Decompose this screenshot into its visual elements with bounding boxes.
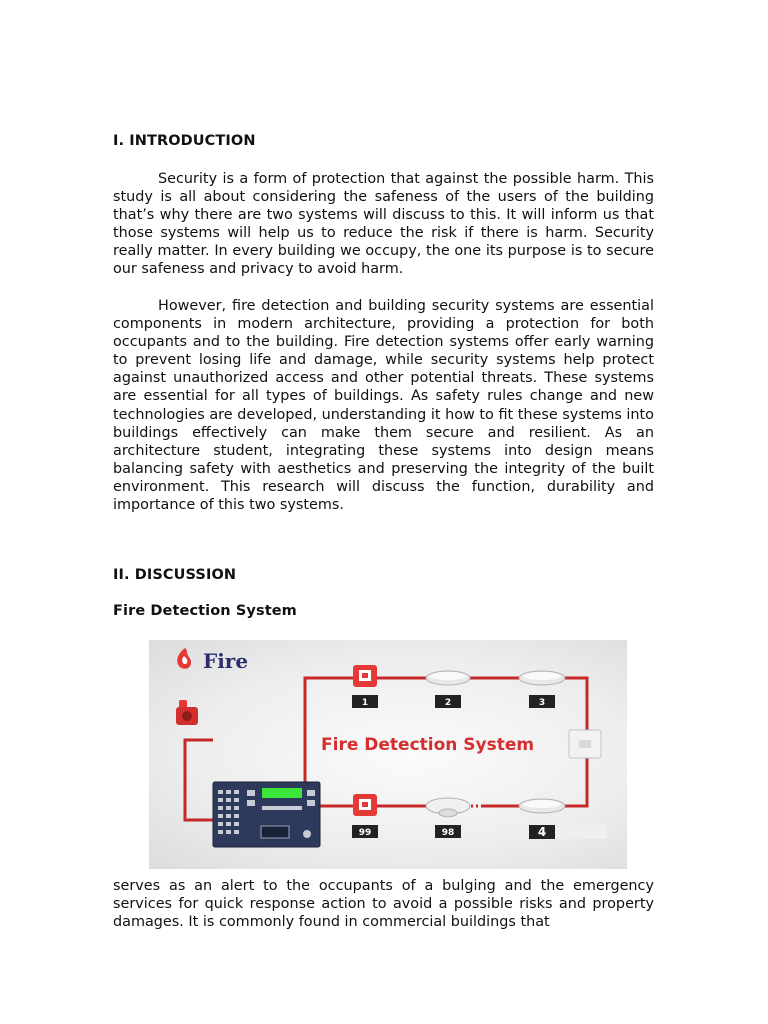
smoke-detector-3-icon [519,671,565,685]
smoke-detector-2-icon [426,671,470,685]
discussion-paragraph: serves as an alert to the occupants of a bulging and the emergency services for quick response action to avoid a possible risks and property damages. It is commonly found in commercial buildings that [113,878,654,931]
device-label-3: 3 [538,698,546,708]
smoke-detector-4-icon [519,799,565,813]
manual-call-point-99-icon [353,794,377,816]
device-label-99: 99 [358,828,372,838]
fire-logo [177,648,248,673]
wall-sounder-icon [569,730,601,758]
introduction-heading: I. INTRODUCTION [113,133,256,149]
device-label-1: 1 [361,698,369,708]
device-label-2: 2 [444,698,452,708]
diagram-svg [149,640,627,869]
logo-text: Fire [203,649,249,673]
alarm-beacon-icon [176,700,198,725]
heat-detector-98-icon [426,798,470,817]
introduction-paragraph-2: However, fire detection and building security systems are essential components in modern architecture, providing a protection for both occupants and to the building. Fire detection systems offer early warning to prevent losing life and damage, while security systems help protect against unauthorized access and other potential threats. These systems are essential for all types of buildings. As safety rules change and new technologies are developed, understanding it how to fit these systems into buildings effectively can make them secure and resilient. As an architecture student, integrating these systems into design means balancing safety with aesthetics and preserving the integrity of the built environment. This research will discuss the function, durability and importance of this two systems. [113,298,654,514]
introduction-paragraph-1: Security is a form of protection that against the possible harm. This study is all about considering the safeness of the users of the building that’s why there are two systems will discuss to this. It will inform us that those systems will help us to reduce the risk if there is harm. Security really matter. In every building we occupy, the one its purpose is to secure our safeness and privacy to avoid harm. [113,171,654,278]
device-label-98: 98 [441,828,455,838]
discussion-heading: II. DISCUSSION [113,567,237,583]
device-label-4: 4 [537,825,547,839]
fire-detection-diagram [149,640,627,869]
fire-detection-subheading: Fire Detection System [113,603,297,619]
diagram-title: Fire Detection System [321,735,535,755]
manual-call-point-1-icon [353,665,377,687]
device-label-4-strip [513,825,607,839]
control-panel-icon [213,782,320,847]
